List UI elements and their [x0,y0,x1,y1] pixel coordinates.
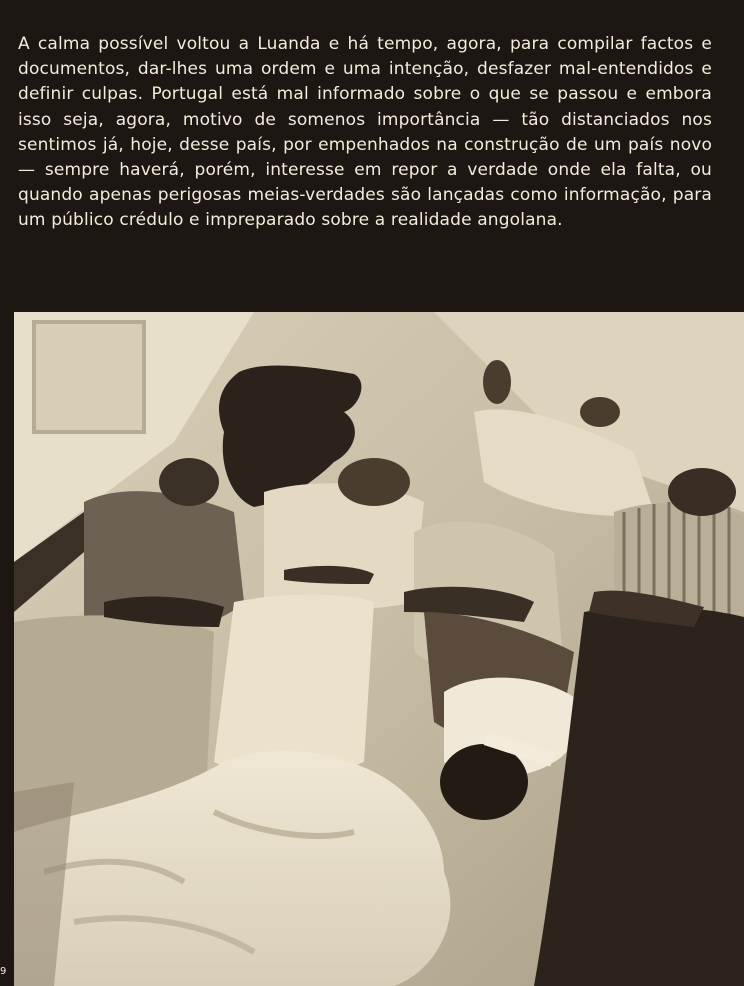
doorway [34,322,144,432]
body-1-head [159,458,219,506]
bandaged-head [440,744,528,820]
article-paragraph: A calma possível voltou a Luanda e há tempo, agora, para compilar factos e documentos, dar-lhes uma ordem e uma intenção, desfazer mal-entendidos e definir culpas. Portugal está mal informado sobre o que se passou e embora isso seja, agora, motivo de somenos importância — tão distanciados nos sentimos já, hoje, desse país, por empenhados na construção de um país novo — sempre haverá, porém, interesse em repor a verdade onde ela falta, ou quando apenas perigosas meias-verdades são lançadas como informação, para um público crédulo e impreparado sobre a realidade angolana. [18,34,712,231]
distant-head-2 [580,397,620,427]
page-number: 9 [0,966,7,977]
photograph [14,312,744,986]
photograph-illustration [14,312,744,986]
body-2-torso [264,483,424,609]
body-4-head [668,468,736,516]
body-2-head [338,458,410,506]
distant-head [483,360,511,404]
body-2-legs [214,595,374,778]
